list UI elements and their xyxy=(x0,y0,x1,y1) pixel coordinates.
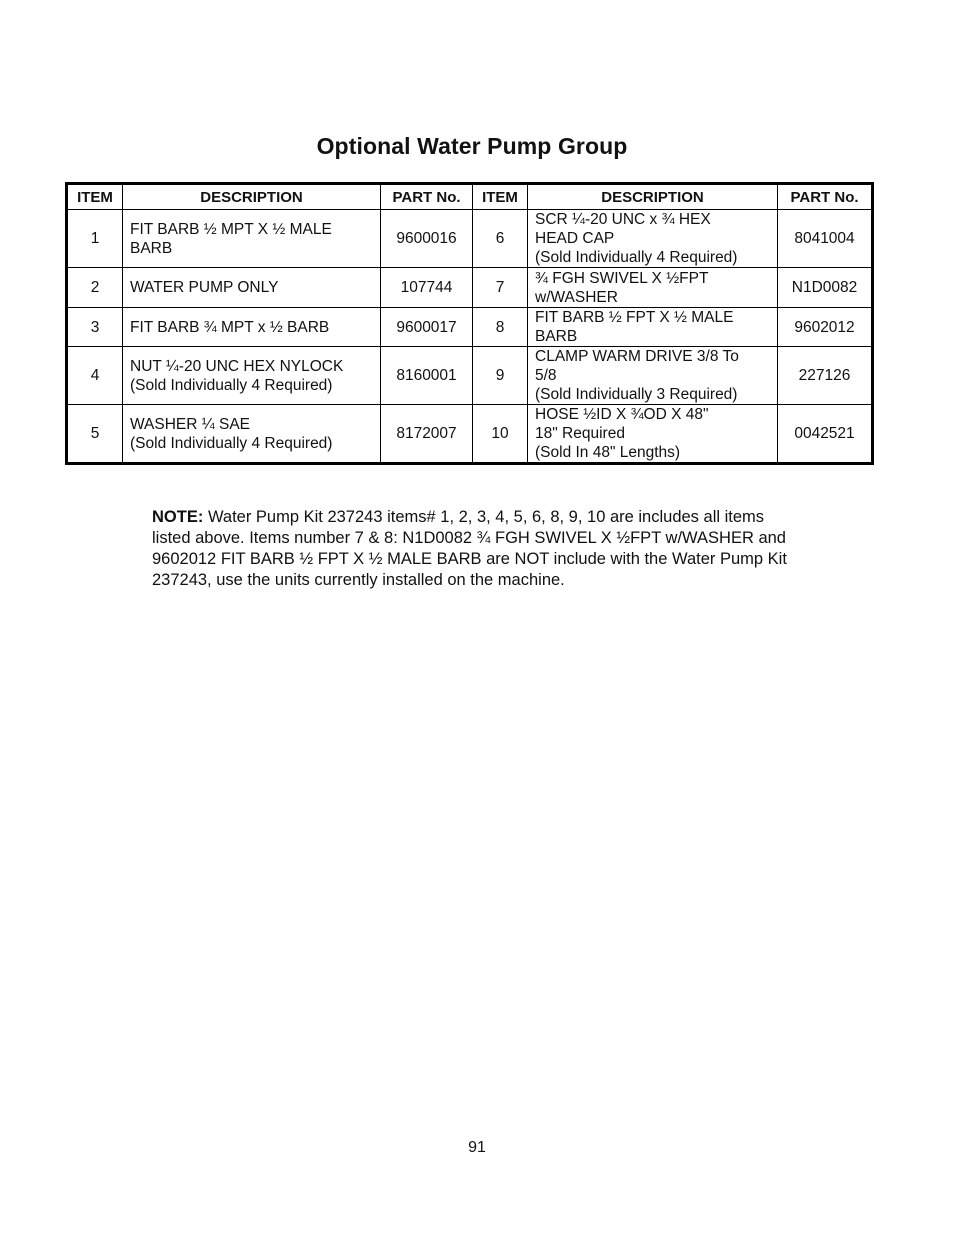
item-description xyxy=(123,308,381,347)
note-label: NOTE: xyxy=(152,508,204,526)
item-description xyxy=(123,268,381,308)
item-number: 8 xyxy=(473,308,528,347)
part-number: 9602012 xyxy=(778,308,873,347)
part-number: 0042521 xyxy=(778,405,873,464)
description-line: BARB xyxy=(535,328,578,345)
item-number: 9 xyxy=(473,347,528,405)
item-number: 6 xyxy=(473,210,528,268)
item-number: 1 xyxy=(67,210,123,268)
description-line: (Sold Individually 4 Required) xyxy=(130,434,333,452)
item-number: 4 xyxy=(67,347,123,405)
description-line: BARB xyxy=(130,239,173,257)
parts-table xyxy=(65,182,874,465)
part-number: 8160001 xyxy=(381,347,473,405)
part-number: N1D0082 xyxy=(778,268,873,308)
header-part-no: PART No. xyxy=(778,184,873,210)
description-line: NUT ¼-20 UNC HEX NYLOCK xyxy=(130,357,344,375)
part-number: 8172007 xyxy=(381,405,473,464)
item-description xyxy=(528,405,778,464)
item-number: 5 xyxy=(67,405,123,464)
part-number: 227126 xyxy=(778,347,873,405)
description-line: ¾ FGH SWIVEL X ½FPT xyxy=(535,269,709,287)
item-description xyxy=(528,308,778,347)
part-number: 107744 xyxy=(381,268,473,308)
item-description xyxy=(123,405,381,464)
page-title: Optional Water Pump Group xyxy=(316,133,628,159)
table-row xyxy=(67,268,873,308)
header-description: DESCRIPTION xyxy=(123,184,381,210)
item-description xyxy=(123,347,381,405)
description-line: FIT BARB ½ FPT X ½ MALE xyxy=(535,309,734,326)
description-line: (Sold Individually 3 Required) xyxy=(535,386,738,403)
item-number: 2 xyxy=(67,268,123,308)
description-line: 5/8 xyxy=(535,367,557,384)
description-line: w/WASHER xyxy=(535,288,618,306)
item-description xyxy=(123,210,381,268)
description-line: CLAMP WARM DRIVE 3/8 To xyxy=(535,348,739,365)
description-line: (Sold Individually 4 Required) xyxy=(130,376,333,394)
item-number: 10 xyxy=(473,405,528,464)
description-line: 18" Required xyxy=(535,425,625,442)
part-number: 8041004 xyxy=(778,210,873,268)
header-part-no: PART No. xyxy=(381,184,473,210)
description-line: WASHER ¼ SAE xyxy=(130,415,251,433)
header-item: ITEM xyxy=(67,184,123,210)
table-row xyxy=(67,347,873,405)
item-description xyxy=(528,347,778,405)
table-header-row xyxy=(67,184,873,210)
description-line: (Sold In 48" Lengths) xyxy=(535,444,681,461)
table-row xyxy=(67,210,873,268)
page-number: 91 xyxy=(468,1139,486,1156)
header-item: ITEM xyxy=(473,184,528,210)
header-description: DESCRIPTION xyxy=(528,184,778,210)
part-number: 9600016 xyxy=(381,210,473,268)
note-text: Water Pump Kit 237243 items# 1, 2, 3, 4, 5, 6, 8, 9, 10 are includes all items listed above. Items number 7 & 8: N1D0082 ¾ FGH SWIVEL X ½FPT w/WASHER and 9602012 FIT BARB ½ FPT X ½ MALE BARB are NOT include with the Water Pump Kit 237243, use the units currently installed on the machine. xyxy=(152,508,787,589)
description-line: SCR ¼-20 UNC x ¾ HEX xyxy=(535,211,711,228)
item-description xyxy=(528,268,778,308)
description-line: FIT BARB ¾ MPT x ½ BARB xyxy=(130,318,330,336)
description-line: HEAD CAP xyxy=(535,230,615,247)
table-row xyxy=(67,308,873,347)
item-number: 7 xyxy=(473,268,528,308)
note-paragraph xyxy=(152,507,792,591)
table-row xyxy=(67,405,873,464)
description-line: (Sold Individually 4 Required) xyxy=(535,249,738,266)
description-line: WATER PUMP ONLY xyxy=(130,279,279,296)
part-number: 9600017 xyxy=(381,308,473,347)
item-description xyxy=(528,210,778,268)
description-line: FIT BARB ½ MPT X ½ MALE xyxy=(130,220,332,238)
description-line: HOSE ½ID X ¾OD X 48" xyxy=(535,406,709,423)
item-number: 3 xyxy=(67,308,123,347)
